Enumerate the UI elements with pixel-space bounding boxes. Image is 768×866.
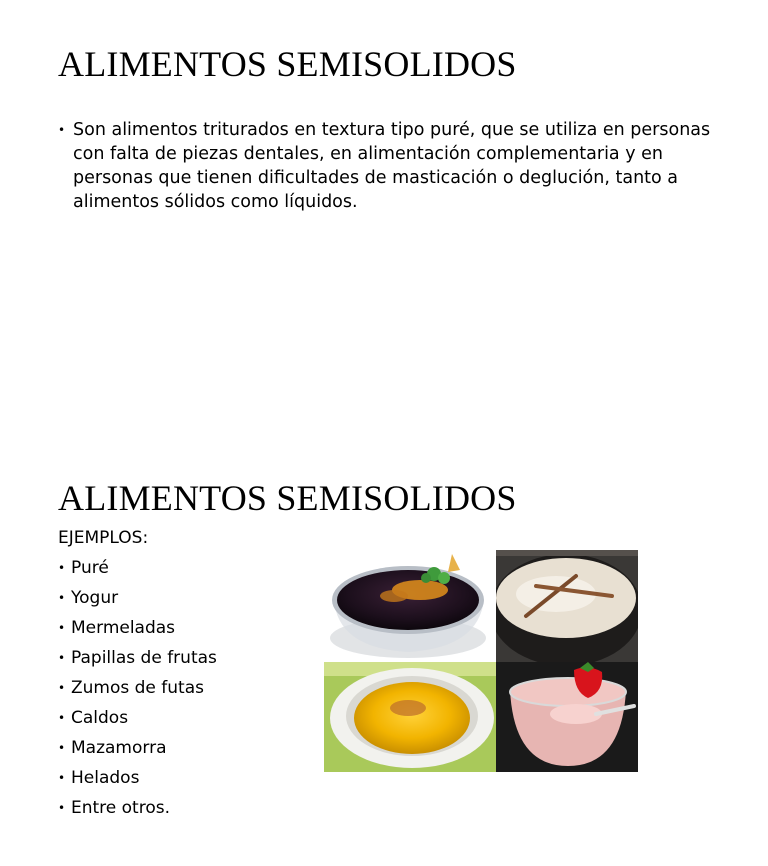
example-label: Yogur: [71, 588, 119, 608]
bullet-icon: •: [58, 771, 66, 785]
example-label: Helados: [71, 768, 140, 788]
list-item: [58, 736, 217, 766]
list-item: [58, 616, 217, 646]
bullet-icon: •: [58, 801, 66, 815]
bullet-icon: •: [58, 561, 66, 575]
definition-text: Son alimentos triturados en textura tipo puré, que se utiliza en personas con falta de piezas dentales, en alimentación complementaria y en personas que tienen dificultades de masticación o deglución, tanto a alimentos sólidos como líquidos.: [73, 120, 711, 212]
list-item: [58, 796, 217, 826]
example-label: Mazamorra: [71, 738, 167, 758]
example-label: Puré: [71, 558, 109, 578]
bullet-icon: •: [58, 711, 66, 725]
bullet-icon: •: [58, 123, 66, 137]
list-item: [58, 706, 217, 736]
example-label: Mermeladas: [71, 618, 176, 638]
bullet-icon: •: [58, 651, 66, 665]
examples-label: EJEMPLOS:: [58, 528, 149, 548]
list-item: [58, 766, 217, 796]
purple-mazamorra-bowl-photo: [324, 550, 496, 662]
definition-block: [58, 118, 718, 214]
bullet-icon: •: [58, 681, 66, 695]
list-item: [58, 646, 217, 676]
food-photo-collage: [324, 550, 638, 772]
list-item: [58, 586, 217, 616]
list-item: [58, 676, 217, 706]
rice-pudding-cinnamon-photo: [496, 550, 638, 662]
example-label: Papillas de frutas: [71, 648, 217, 668]
slide-1: [0, 0, 768, 430]
yellow-pudding-bowl-photo: [324, 662, 496, 772]
bullet-icon: •: [58, 591, 66, 605]
examples-list: [58, 556, 217, 826]
slide-2: [0, 430, 768, 866]
list-item: [58, 556, 217, 586]
strawberry-yogurt-photo: [496, 662, 638, 772]
slide-title: ALIMENTOS SEMISOLIDOS: [58, 44, 517, 84]
definition-bullet: [58, 118, 718, 214]
example-label: Entre otros.: [71, 798, 171, 818]
slide-title: ALIMENTOS SEMISOLIDOS: [58, 478, 517, 518]
bullet-icon: •: [58, 741, 66, 755]
example-label: Caldos: [71, 708, 129, 728]
bullet-icon: •: [58, 621, 66, 635]
example-label: Zumos de futas: [71, 678, 204, 698]
